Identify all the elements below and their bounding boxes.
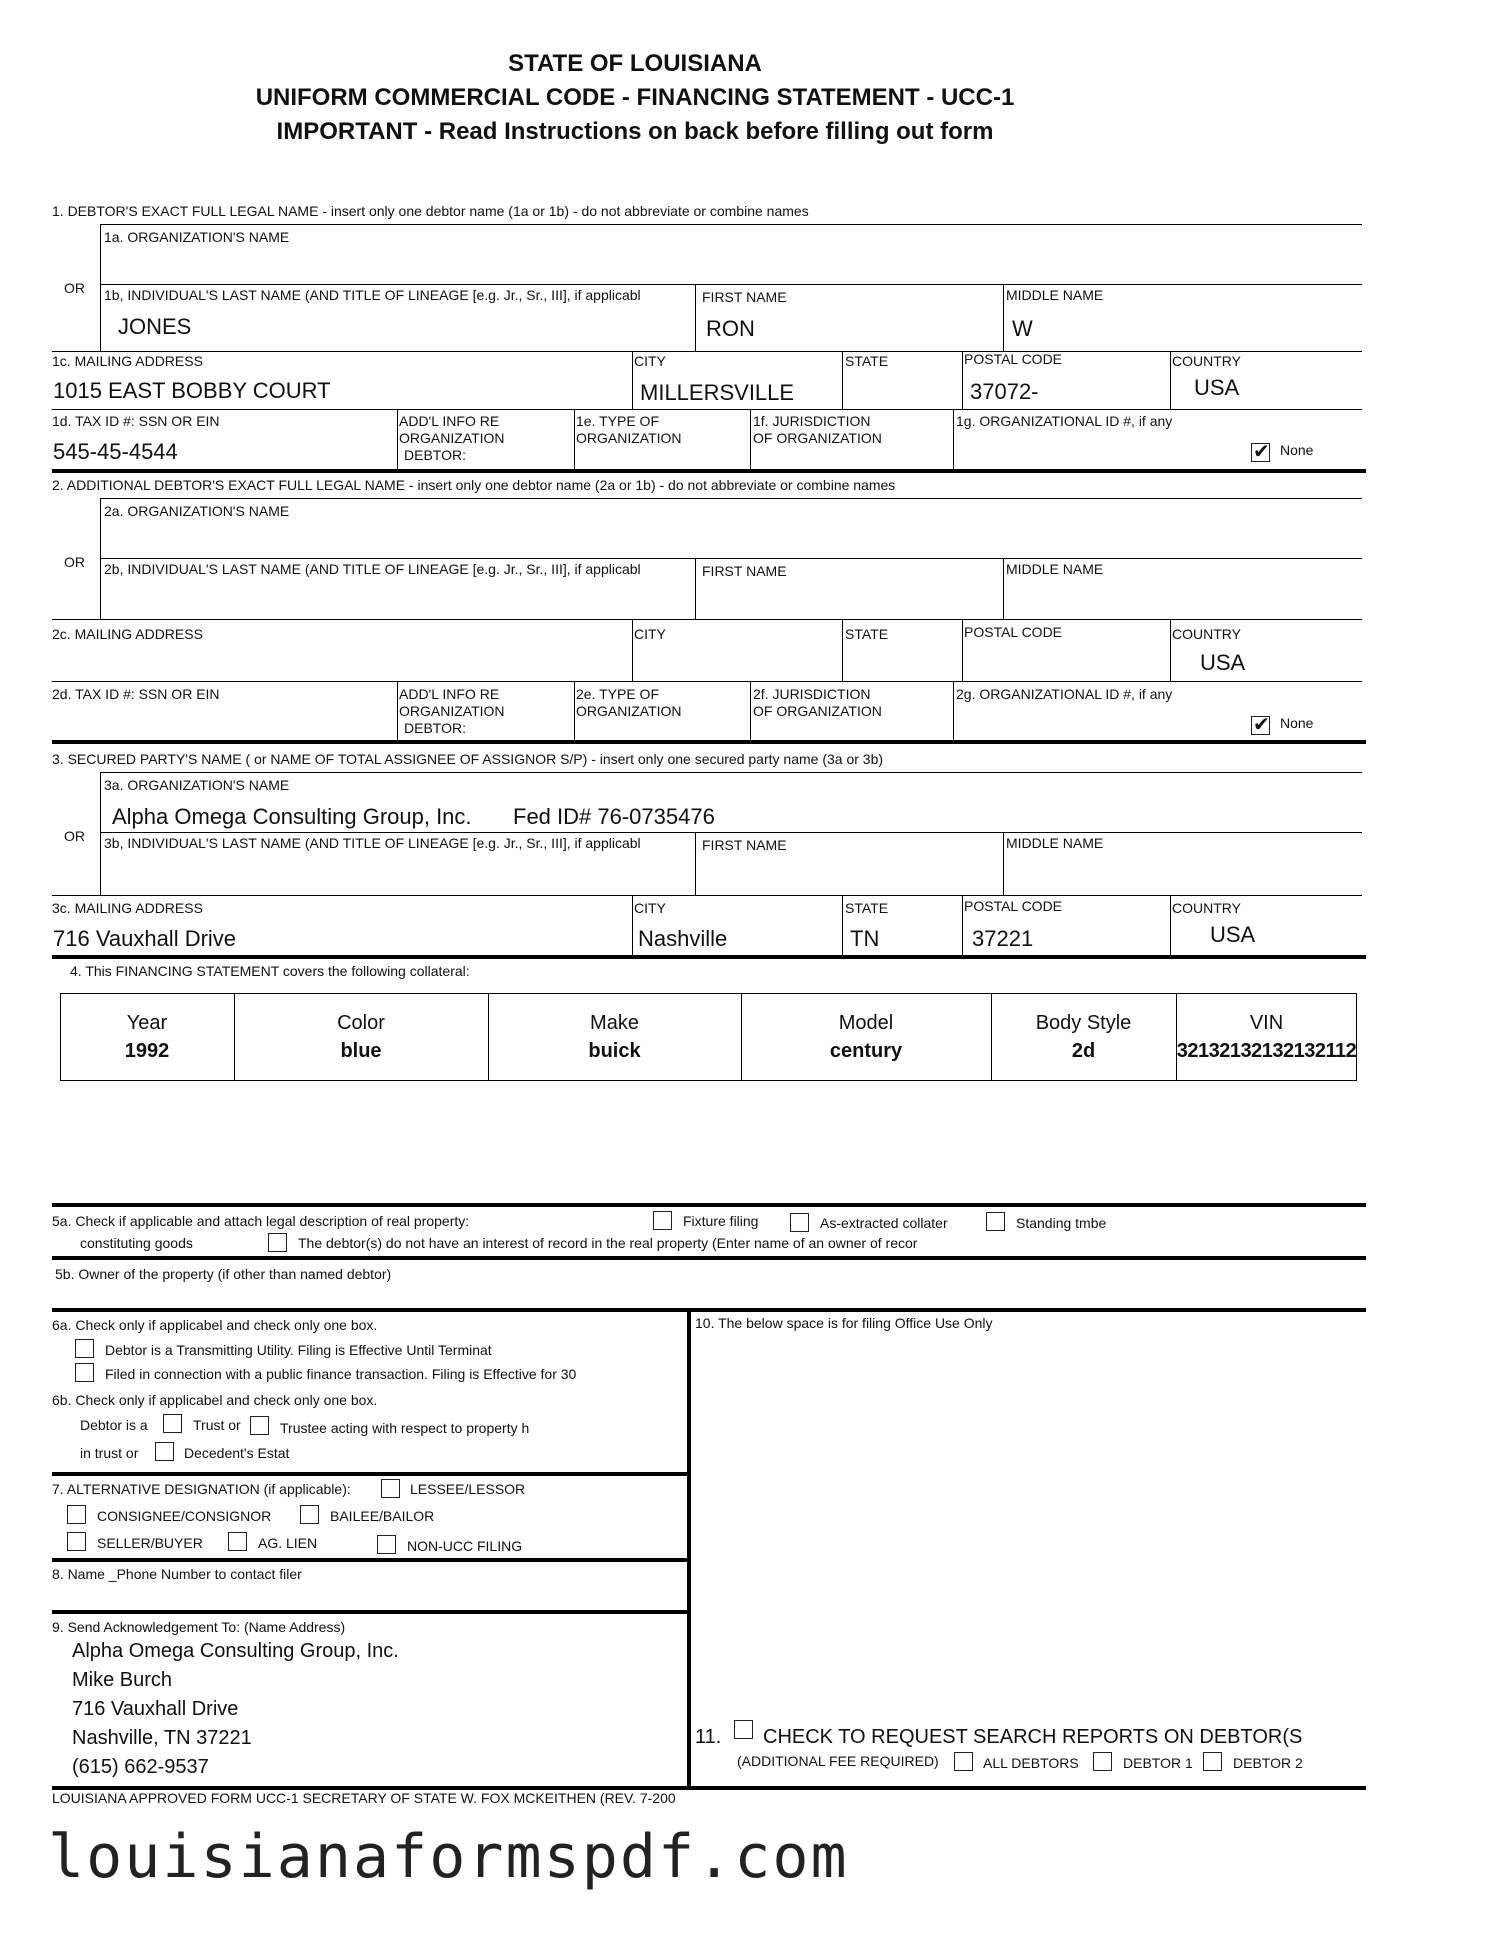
additional-debtor-country[interactable]: USA (1200, 650, 1246, 675)
label-postal: POSTAL CODE (964, 898, 1063, 914)
label-middle-name: MIDDLE NAME (1006, 561, 1104, 577)
all-debtors-label: ALL DEBTORS (983, 1755, 1079, 1771)
label-2a: 2a. ORGANIZATION'S NAME (104, 503, 290, 519)
form-instructions: IMPORTANT - Read Instructions on back before filling out form (276, 118, 994, 145)
no-interest-label: The debtor(s) do not have an interest of record in the real property (Enter name of an owner of recor (298, 1235, 918, 1251)
ack-line-city[interactable]: Nashville, TN 37221 (72, 1727, 252, 1749)
label-2e: 2e. TYPE OF (576, 686, 659, 702)
rule (695, 284, 696, 352)
rule (1003, 284, 1004, 352)
rule (750, 409, 751, 469)
secured-party-fed-id[interactable]: Fed ID# 76-0735476 (513, 804, 715, 829)
label-postal: POSTAL CODE (964, 624, 1063, 640)
form-subtitle: UNIFORM COMMERCIAL CODE - FINANCING STATEMENT - UCC-1 (255, 84, 1015, 111)
debtor-address[interactable]: 1015 EAST BOBBY COURT (53, 378, 331, 403)
rule (695, 832, 696, 896)
none-checkbox-2g[interactable] (1251, 716, 1270, 735)
section-divider (52, 1203, 1366, 1207)
rule (397, 409, 398, 469)
debtor-last-name[interactable]: JONES (118, 314, 192, 339)
label-1e: ORGANIZATION (576, 430, 682, 446)
collateral-header-model: Model (838, 1012, 894, 1034)
non-ucc-filing-checkbox[interactable] (377, 1535, 396, 1554)
rule (100, 772, 1362, 773)
rule (100, 498, 1362, 499)
debtor-tax-id[interactable]: 545-45-4544 (53, 439, 178, 464)
consignee-consignor-label: CONSIGNEE/CONSIGNOR (97, 1508, 272, 1524)
rule (1176, 993, 1177, 1081)
ack-line-street[interactable]: 716 Vauxhall Drive (72, 1698, 239, 1720)
collateral-header-make: Make (590, 1012, 639, 1034)
debtor-is-label: Debtor is a (80, 1417, 148, 1433)
label-first-name: FIRST NAME (702, 563, 787, 579)
secured-party-address[interactable]: 716 Vauxhall Drive (53, 926, 237, 951)
debtor-middle-name[interactable]: W (1012, 316, 1033, 341)
fixture-filing-label: Fixture filing (683, 1213, 759, 1229)
rule (962, 895, 963, 955)
secured-party-postal[interactable]: 37221 (972, 926, 1034, 951)
footer-text: LOUISIANA APPROVED FORM UCC-1 SECRETARY OF STATE W. FOX MCKEITHEN (REV. 7-200 (52, 1790, 676, 1806)
label-2g: 2g. ORGANIZATIONAL ID #, if any (956, 686, 1173, 702)
watermark: louisianaformspdf.com (48, 1822, 849, 1892)
collateral-vin[interactable]: 32132132132132112 (1176, 1040, 1357, 1062)
ack-line-phone[interactable]: (615) 662-9537 (72, 1756, 209, 1778)
label-2f: OF ORGANIZATION (753, 703, 882, 719)
form-title: STATE OF LOUISIANA (508, 50, 762, 77)
search-reports-checkbox[interactable] (734, 1720, 753, 1739)
rule (842, 351, 843, 409)
bailee-bailor-label: BAILEE/BAILOR (330, 1508, 435, 1524)
label-country: COUNTRY (1172, 353, 1241, 369)
rule (632, 619, 633, 681)
collateral-header-year: Year (126, 1012, 168, 1034)
label-3a: 3a. ORGANIZATION'S NAME (104, 777, 290, 793)
label-none: None (1280, 442, 1314, 458)
collateral-year[interactable]: 1992 (124, 1040, 170, 1062)
rule (1170, 895, 1171, 955)
or-label: OR (64, 554, 85, 570)
label-middle-name: MIDDLE NAME (1006, 835, 1104, 851)
collateral-header-body-style: Body Style (1035, 1012, 1132, 1034)
label-6b: 6b. Check only if applicabel and check only one box. (52, 1392, 378, 1408)
debtor-2-checkbox[interactable] (1203, 1752, 1222, 1771)
in-trust-label: in trust or (80, 1445, 139, 1461)
label-state: STATE (845, 626, 889, 642)
transmitting-utility-checkbox[interactable] (75, 1339, 94, 1358)
rule (632, 351, 633, 409)
label-1b: 1b, INDIVIDUAL'S LAST NAME (AND TITLE OF LINEAGE [e.g. Jr., Sr., III], if applicabl (104, 287, 641, 303)
section-divider (52, 469, 1366, 473)
section-divider (52, 1558, 688, 1562)
label-addl-info: ORGANIZATION (399, 430, 505, 446)
label-1d: 1d. TAX ID #: SSN OR EIN (52, 413, 220, 429)
label-addl-info: ADD'L INFO RE (399, 413, 500, 429)
rule (52, 895, 1362, 896)
rule (488, 993, 489, 1081)
secured-party-state[interactable]: TN (850, 926, 880, 951)
label-city: CITY (634, 900, 666, 916)
all-debtors-checkbox[interactable] (954, 1752, 973, 1771)
label-1c: 1c. MAILING ADDRESS (52, 353, 203, 369)
seller-buyer-label: SELLER/BUYER (97, 1535, 203, 1551)
section-divider (52, 1610, 688, 1614)
secured-party-org-name[interactable]: Alpha Omega Consulting Group, Inc. (112, 804, 472, 829)
trust-checkbox[interactable] (163, 1414, 182, 1433)
trust-label: Trust or (193, 1417, 241, 1433)
label-3b: 3b, INDIVIDUAL'S LAST NAME (AND TITLE OF LINEAGE [e.g. Jr., Sr., III], if applicabl (104, 835, 641, 851)
bailee-bailor-checkbox[interactable] (300, 1505, 319, 1524)
ag-lien-label: AG. LIEN (258, 1535, 318, 1551)
debtor-country[interactable]: USA (1194, 375, 1240, 400)
column-divider (687, 1308, 691, 1788)
non-ucc-filing-label: NON-UCC FILING (407, 1538, 523, 1554)
as-extracted-label: As-extracted collater (820, 1215, 948, 1231)
label-1f: 1f. JURISDICTION (753, 413, 871, 429)
ag-lien-checkbox[interactable] (228, 1532, 247, 1551)
rule (1003, 832, 1004, 896)
standing-timber-checkbox[interactable] (986, 1212, 1005, 1231)
collateral-body-style[interactable]: 2d (1071, 1040, 1096, 1062)
rule (741, 993, 742, 1081)
label-country: COUNTRY (1172, 626, 1241, 642)
label-6a: 6a. Check only if applicabel and check only one box. (52, 1317, 378, 1333)
rule (52, 681, 1362, 682)
rule (953, 409, 954, 469)
label-addl-info: DEBTOR: (404, 720, 466, 736)
label-1a: 1a. ORGANIZATION'S NAME (104, 229, 290, 245)
section-divider (52, 1256, 1366, 1260)
transmitting-utility-label: Debtor is a Transmitting Utility. Filing is Effective Until Terminat (105, 1342, 492, 1358)
rule (100, 284, 1362, 285)
none-checkbox-1g[interactable] (1251, 443, 1270, 462)
label-7: 7. ALTERNATIVE DESIGNATION (if applicable): (52, 1481, 351, 1497)
rule (991, 993, 992, 1081)
rule (52, 619, 1362, 620)
section-divider (52, 1472, 688, 1476)
rule (695, 558, 696, 620)
decedent-estate-label: Decedent's Estat (184, 1445, 290, 1461)
label-2b: 2b, INDIVIDUAL'S LAST NAME (AND TITLE OF LINEAGE [e.g. Jr., Sr., III], if applicabl (104, 561, 641, 577)
sec3-title: 3. SECURED PARTY'S NAME ( or NAME OF TOTAL ASSIGNEE OF ASSIGNOR S/P) - insert only one secured party name (3a or 3b) (52, 751, 884, 767)
additional-fee-label: (ADDITIONAL FEE REQUIRED) (737, 1753, 939, 1769)
debtor-1-label: DEBTOR 1 (1123, 1755, 1193, 1771)
trustee-label: Trustee acting with respect to property h (280, 1420, 530, 1436)
label-5b: 5b. Owner of the property (if other than named debtor) (55, 1266, 392, 1282)
debtor-first-name[interactable]: RON (706, 316, 755, 341)
label-first-name: FIRST NAME (702, 289, 787, 305)
or-label: OR (64, 280, 85, 296)
label-1e: 1e. TYPE OF (576, 413, 659, 429)
sec1-title: 1. DEBTOR'S EXACT FULL LEGAL NAME - insert only one debtor name (1a or 1b) - do not abbreviate or combine names (52, 203, 809, 219)
section-divider (52, 740, 1366, 744)
label-9: 9. Send Acknowledgement To: (Name Address) (52, 1619, 346, 1635)
rule (397, 681, 398, 740)
secured-party-country[interactable]: USA (1210, 922, 1256, 947)
sec4-title: 4. This FINANCING STATEMENT covers the following collateral: (70, 963, 470, 979)
rule (574, 409, 575, 469)
seller-buyer-checkbox[interactable] (67, 1532, 86, 1551)
rule (1170, 351, 1171, 409)
secured-party-city[interactable]: Nashville (638, 926, 728, 951)
public-finance-checkbox[interactable] (75, 1363, 94, 1382)
rule (100, 224, 1362, 225)
debtor-2-label: DEBTOR 2 (1233, 1755, 1303, 1771)
label-first-name: FIRST NAME (702, 837, 787, 853)
no-interest-checkbox[interactable] (268, 1233, 287, 1252)
label-2f: 2f. JURISDICTION (753, 686, 871, 702)
label-state: STATE (845, 900, 889, 916)
rule (234, 993, 235, 1081)
ack-line-name[interactable]: Alpha Omega Consulting Group, Inc. (72, 1640, 399, 1662)
label-1g: 1g. ORGANIZATIONAL ID #, if any (956, 413, 1173, 429)
lessee-lessor-checkbox[interactable] (381, 1479, 400, 1498)
rule (842, 895, 843, 955)
public-finance-label: Filed in connection with a public finance transaction. Filing is Effective for 30 (105, 1366, 577, 1382)
rule (962, 351, 963, 409)
rule (574, 681, 575, 740)
label-middle-name: MIDDLE NAME (1006, 287, 1104, 303)
rule (1003, 558, 1004, 620)
rule (100, 772, 101, 896)
label-addl-info: ORGANIZATION (399, 703, 505, 719)
standing-timber-label: Standing tmbe (1016, 1215, 1107, 1231)
rule (953, 681, 954, 740)
collateral-color[interactable]: blue (340, 1040, 382, 1062)
consignee-consignor-checkbox[interactable] (67, 1505, 86, 1524)
collateral-model[interactable]: century (829, 1040, 903, 1062)
label-11-number: 11. (695, 1726, 722, 1748)
label-2e: ORGANIZATION (576, 703, 682, 719)
decedent-estate-checkbox[interactable] (155, 1442, 174, 1461)
rule (1170, 619, 1171, 681)
as-extracted-checkbox[interactable] (790, 1213, 809, 1232)
collateral-header-vin: VIN (1249, 1012, 1284, 1034)
rule (100, 832, 1362, 833)
collateral-table (60, 993, 1357, 1081)
rule (100, 498, 101, 620)
label-8: 8. Name _Phone Number to contact filer (52, 1566, 302, 1582)
label-addl-info: DEBTOR: (404, 447, 466, 463)
label-state: STATE (845, 353, 889, 369)
label-1f: OF ORGANIZATION (753, 430, 882, 446)
rule (842, 619, 843, 681)
label-postal: POSTAL CODE (964, 351, 1063, 367)
label-city: CITY (634, 353, 666, 369)
trustee-checkbox[interactable] (250, 1416, 269, 1435)
search-reports-label: CHECK TO REQUEST SEARCH REPORTS ON DEBTOR(S (763, 1726, 1303, 1748)
lessee-lessor-label: LESSEE/LESSOR (410, 1481, 526, 1497)
rule (100, 224, 101, 352)
constituting-goods-label: constituting goods (80, 1235, 193, 1251)
rule (100, 558, 1362, 559)
rule (962, 619, 963, 681)
fixture-filing-checkbox[interactable] (653, 1211, 672, 1230)
debtor-1-checkbox[interactable] (1093, 1752, 1112, 1771)
label-2c: 2c. MAILING ADDRESS (52, 626, 203, 642)
label-addl-info: ADD'L INFO RE (399, 686, 500, 702)
label-country: COUNTRY (1172, 900, 1241, 916)
section-divider (52, 955, 1366, 959)
sec2-title: 2. ADDITIONAL DEBTOR'S EXACT FULL LEGAL NAME - insert only one debtor name (2a or 1b) - do not abbreviate or combine names (52, 477, 896, 493)
label-none: None (1280, 715, 1314, 731)
debtor-city[interactable]: MILLERSVILLE (640, 380, 795, 405)
collateral-make[interactable]: buick (588, 1040, 641, 1062)
label-3c: 3c. MAILING ADDRESS (52, 900, 203, 916)
rule (750, 681, 751, 740)
label-city: CITY (634, 626, 666, 642)
label-10: 10. The below space is for filing Office Use Only (695, 1315, 993, 1331)
or-label: OR (64, 828, 85, 844)
debtor-postal[interactable]: 37072- (970, 379, 1039, 404)
label-2d: 2d. TAX ID #: SSN OR EIN (52, 686, 220, 702)
rule (632, 895, 633, 955)
rule (52, 351, 1362, 352)
section-divider (52, 1308, 1366, 1312)
collateral-header-color: Color (337, 1012, 385, 1034)
ack-line-contact[interactable]: Mike Burch (72, 1669, 173, 1691)
label-5a: 5a. Check if applicable and attach legal description of real property: (52, 1213, 470, 1229)
rule (52, 409, 1362, 410)
